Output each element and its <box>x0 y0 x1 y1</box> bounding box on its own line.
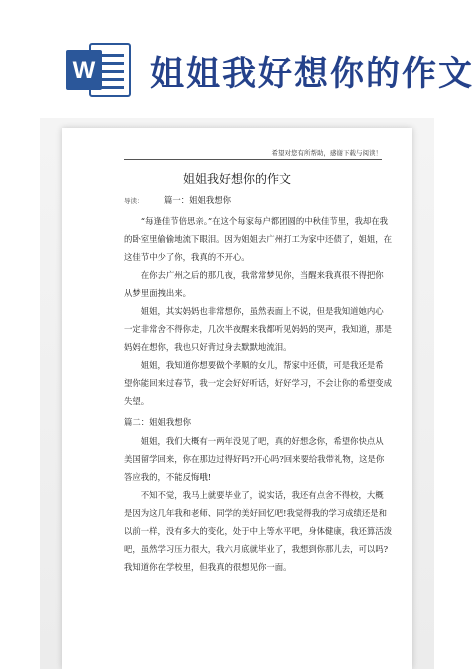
banner-title: 姐姐我好想你的作文 <box>150 54 474 94</box>
paragraph: 姐姐，我们大概有一两年没见了吧，真的好想念你，希望你快点从美国留学回来，你在那边过得好吗?开心吗?回来要给我带礼物，这是你答应我的，不能反悔哦! <box>124 436 385 482</box>
paragraph: 不知不觉，我马上就要毕业了，说实话，我还有点舍不得校，大概是因为这几年我和老师、同学的美好回忆吧!我觉得我的学习成绩还是和以前一样，没有多大的变化，处于中上等水平吧，身体健康，我还算活泼吧，虽然学习压力很大，我六月底就毕业了，我想到你那儿去，可以吗?我知道你在学校里，但我真的很想见你一面。 <box>124 490 392 572</box>
paragraph: 在你去广州之后的那几夜，我常常梦见你，当醒来我真很不得把你从梦里面拽出来。 <box>124 270 384 298</box>
header-divider <box>124 159 382 160</box>
section-heading: 篇一：姐姐我想你 <box>164 195 231 205</box>
banner <box>0 0 474 120</box>
document-page <box>62 128 412 669</box>
paragraph: 姐姐，其实妈妈也非常想你，虽然表面上不说，但是我知道她内心一定非常舍不得你走，几次半夜醒来我都听见妈妈的哭声，我知道，那是妈妈在想你，我也只好背过身去默默地流泪。 <box>124 306 392 352</box>
document-title: 姐姐我好想你的作文 <box>182 172 291 186</box>
document-body <box>124 194 392 576</box>
lead-tag: 导读： <box>124 197 144 205</box>
header-note: 希望对您有所帮助，感谢下载与阅读！ <box>271 149 382 157</box>
lead-line <box>124 194 392 212</box>
word-icon-letter: W <box>72 57 96 84</box>
paragraph: 姐姐，我知道你想要做个孝顺的女儿，帮家中还债，可是我还是希望你能回来过春节，我一定会好好听话，好好学习，不会让你的希望变成失望。 <box>124 360 392 406</box>
section-heading: 篇二：姐姐我想你 <box>124 417 191 427</box>
word-icon <box>64 40 134 100</box>
paragraph: “每逢佳节倍思亲。”在这个每家每户都团圆的中秋佳节里，我却在我的卧室里偷偷地流下眼泪。因为姐姐去广州打工为家中还债了，姐姐，在这佳节中少了你，我真的不开心。 <box>124 216 392 262</box>
